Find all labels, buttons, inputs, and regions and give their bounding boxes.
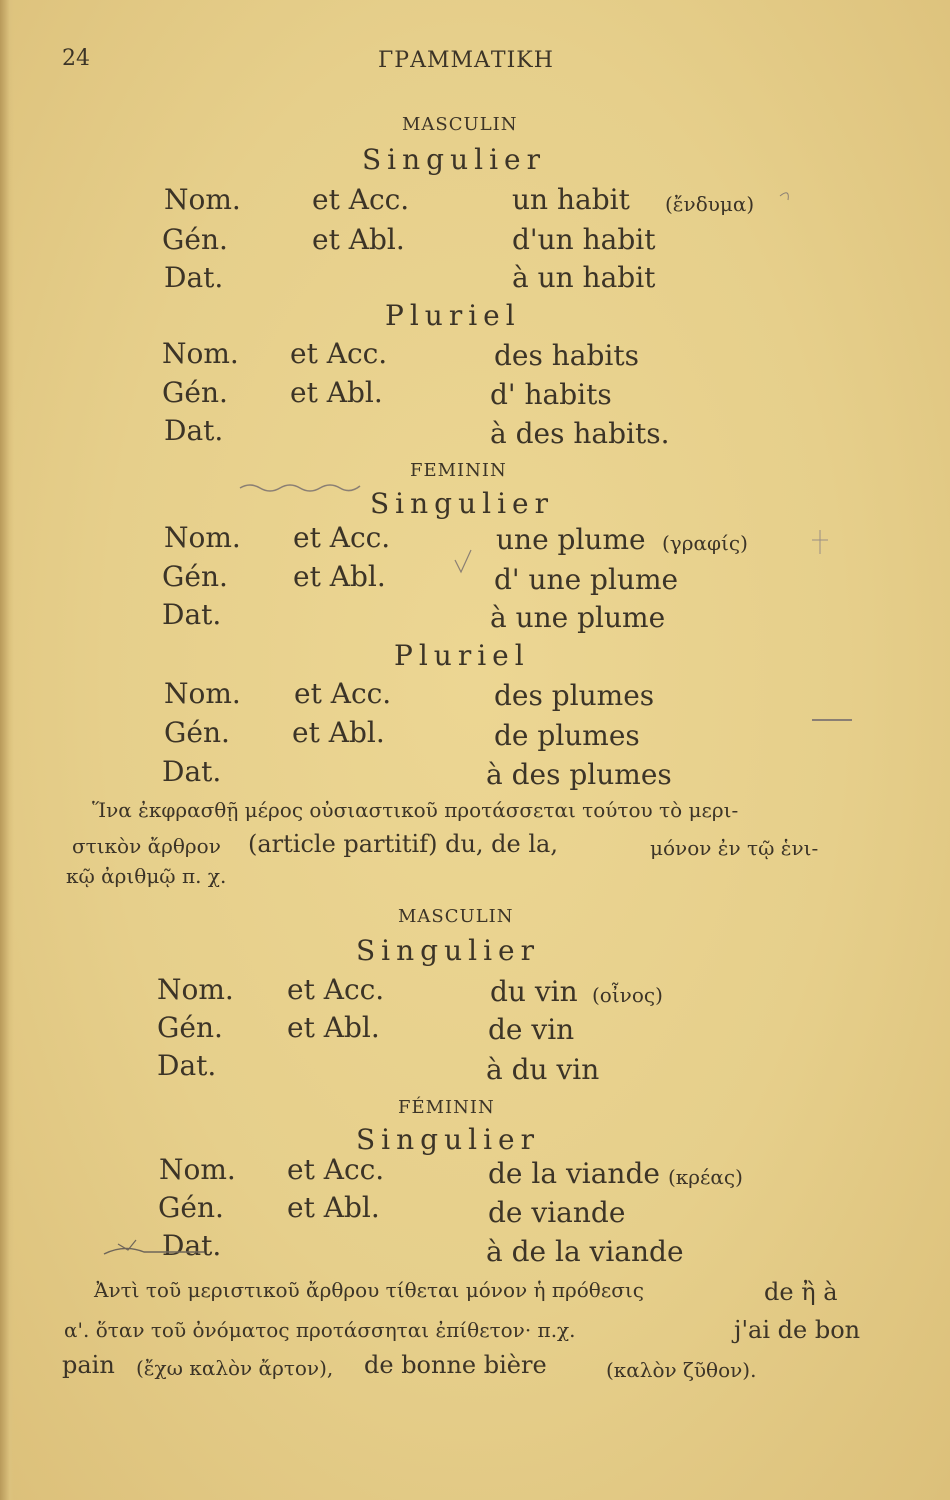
case-label: Nom.	[164, 183, 241, 216]
french-note-text: j'ai de bon	[734, 1316, 861, 1344]
case-label: Dat.	[164, 261, 224, 294]
form: d'un habit	[512, 223, 656, 256]
pencil-cross	[812, 530, 828, 554]
case-with: et Abl.	[292, 716, 385, 749]
case-with: et Abl.	[287, 1191, 380, 1224]
case-with: et Acc.	[293, 521, 391, 554]
gender-heading-masculin: MASCULIN	[402, 114, 518, 135]
greek-note-line: (ἔχω καλὸν ἄρτον),	[136, 1356, 334, 1380]
case-label: Dat.	[162, 1229, 222, 1262]
greek-note-line: Ἀντὶ τοῦ μεριστικοῦ ἄρθρου τίθεται μόνον ἡ πρόθεσις	[94, 1278, 644, 1302]
case-label: Gén.	[162, 223, 228, 256]
case-label: Gén.	[162, 560, 228, 593]
form: un habit	[512, 183, 630, 216]
form: d' habits	[490, 378, 612, 411]
greek-note-line: Ἵνα ἐκφρασθῇ μέρος οὐσιαστικοῦ προτάσσεται τούτου τὸ μερι-	[92, 798, 739, 822]
pencil-checkmark	[455, 550, 471, 572]
form: à des habits.	[490, 417, 670, 450]
gender-heading-masculin: MASCULIN	[398, 906, 514, 927]
case-label: Nom.	[159, 1153, 236, 1186]
greek-gloss: (ἔνδυμα)	[665, 192, 755, 216]
greek-note-line: κῷ ἀριθμῷ π. χ.	[66, 864, 227, 888]
running-head: ΓΡΑΜΜΑΤΙΚΗ	[378, 48, 554, 73]
gender-heading-feminin: FÉMININ	[398, 1097, 495, 1118]
greek-note-line: (καλὸν ζῦθον).	[606, 1358, 757, 1382]
form: à un habit	[512, 261, 656, 294]
case-with: et Acc.	[290, 337, 388, 370]
form: à du vin	[486, 1053, 600, 1086]
case-label: Gén.	[158, 1191, 224, 1224]
case-label: Dat.	[162, 755, 222, 788]
form: à des plumes	[486, 758, 672, 791]
case-with: et Abl.	[290, 376, 383, 409]
form: d' une plume	[494, 563, 679, 596]
greek-gloss: (κρέας)	[668, 1165, 743, 1189]
form: une plume	[496, 523, 646, 556]
case-label: Nom.	[157, 973, 234, 1006]
case-label: Nom.	[164, 521, 241, 554]
greek-note-line: στικὸν ἄρθρον	[72, 834, 221, 858]
case-with: et Abl.	[312, 223, 405, 256]
case-label: Gén.	[157, 1011, 223, 1044]
form: de viande	[488, 1196, 626, 1229]
case-with: et Acc.	[312, 183, 410, 216]
french-note-text: (article partitif) du, de la,	[248, 830, 558, 858]
greek-note-line: α'. ὅταν τοῦ ὀνόματος προτάσσηται ἐπίθετον· π.χ.	[64, 1318, 576, 1342]
form: à de la viande	[486, 1235, 684, 1268]
singular-heading: Singulier	[356, 1123, 540, 1156]
case-with: et Abl.	[293, 560, 386, 593]
case-label: Dat.	[157, 1049, 217, 1082]
form: des habits	[494, 339, 639, 372]
case-label: Dat.	[162, 598, 222, 631]
singular-heading: Singulier	[356, 934, 540, 967]
singular-heading: Singulier	[362, 143, 546, 176]
form: de la viande	[488, 1157, 660, 1190]
case-with: et Acc.	[287, 973, 385, 1006]
french-note-text: de ἢ à	[764, 1278, 838, 1306]
page-number: 24	[62, 46, 90, 71]
case-label: Nom.	[162, 337, 239, 370]
greek-gloss: (γραφίς)	[662, 531, 748, 555]
case-label: Gén.	[162, 376, 228, 409]
case-with: et Acc.	[287, 1153, 385, 1186]
case-label: Gén.	[164, 716, 230, 749]
case-with: et Acc.	[294, 677, 392, 710]
case-label: Dat.	[164, 414, 224, 447]
pencil-underline	[104, 1248, 204, 1254]
french-note-text: de bonne bière	[364, 1351, 547, 1379]
singular-heading: Singulier	[370, 487, 554, 520]
greek-gloss: (οἶνος)	[592, 983, 663, 1007]
gender-heading-feminin: FEMININ	[410, 460, 507, 481]
pencil-curl	[780, 193, 788, 200]
case-label: Nom.	[164, 677, 241, 710]
form: de vin	[488, 1013, 575, 1046]
form: à une plume	[490, 601, 666, 634]
plural-heading: Pluriel	[394, 639, 530, 672]
french-note-text: pain	[62, 1351, 115, 1379]
plural-heading: Pluriel	[385, 299, 521, 332]
case-with: et Abl.	[287, 1011, 380, 1044]
greek-note-line: μόνον ἐν τῷ ἑνι-	[650, 836, 819, 860]
form: du vin	[490, 975, 578, 1008]
form: des plumes	[494, 679, 655, 712]
pencil-scribble	[240, 485, 360, 491]
form: de plumes	[494, 719, 640, 752]
